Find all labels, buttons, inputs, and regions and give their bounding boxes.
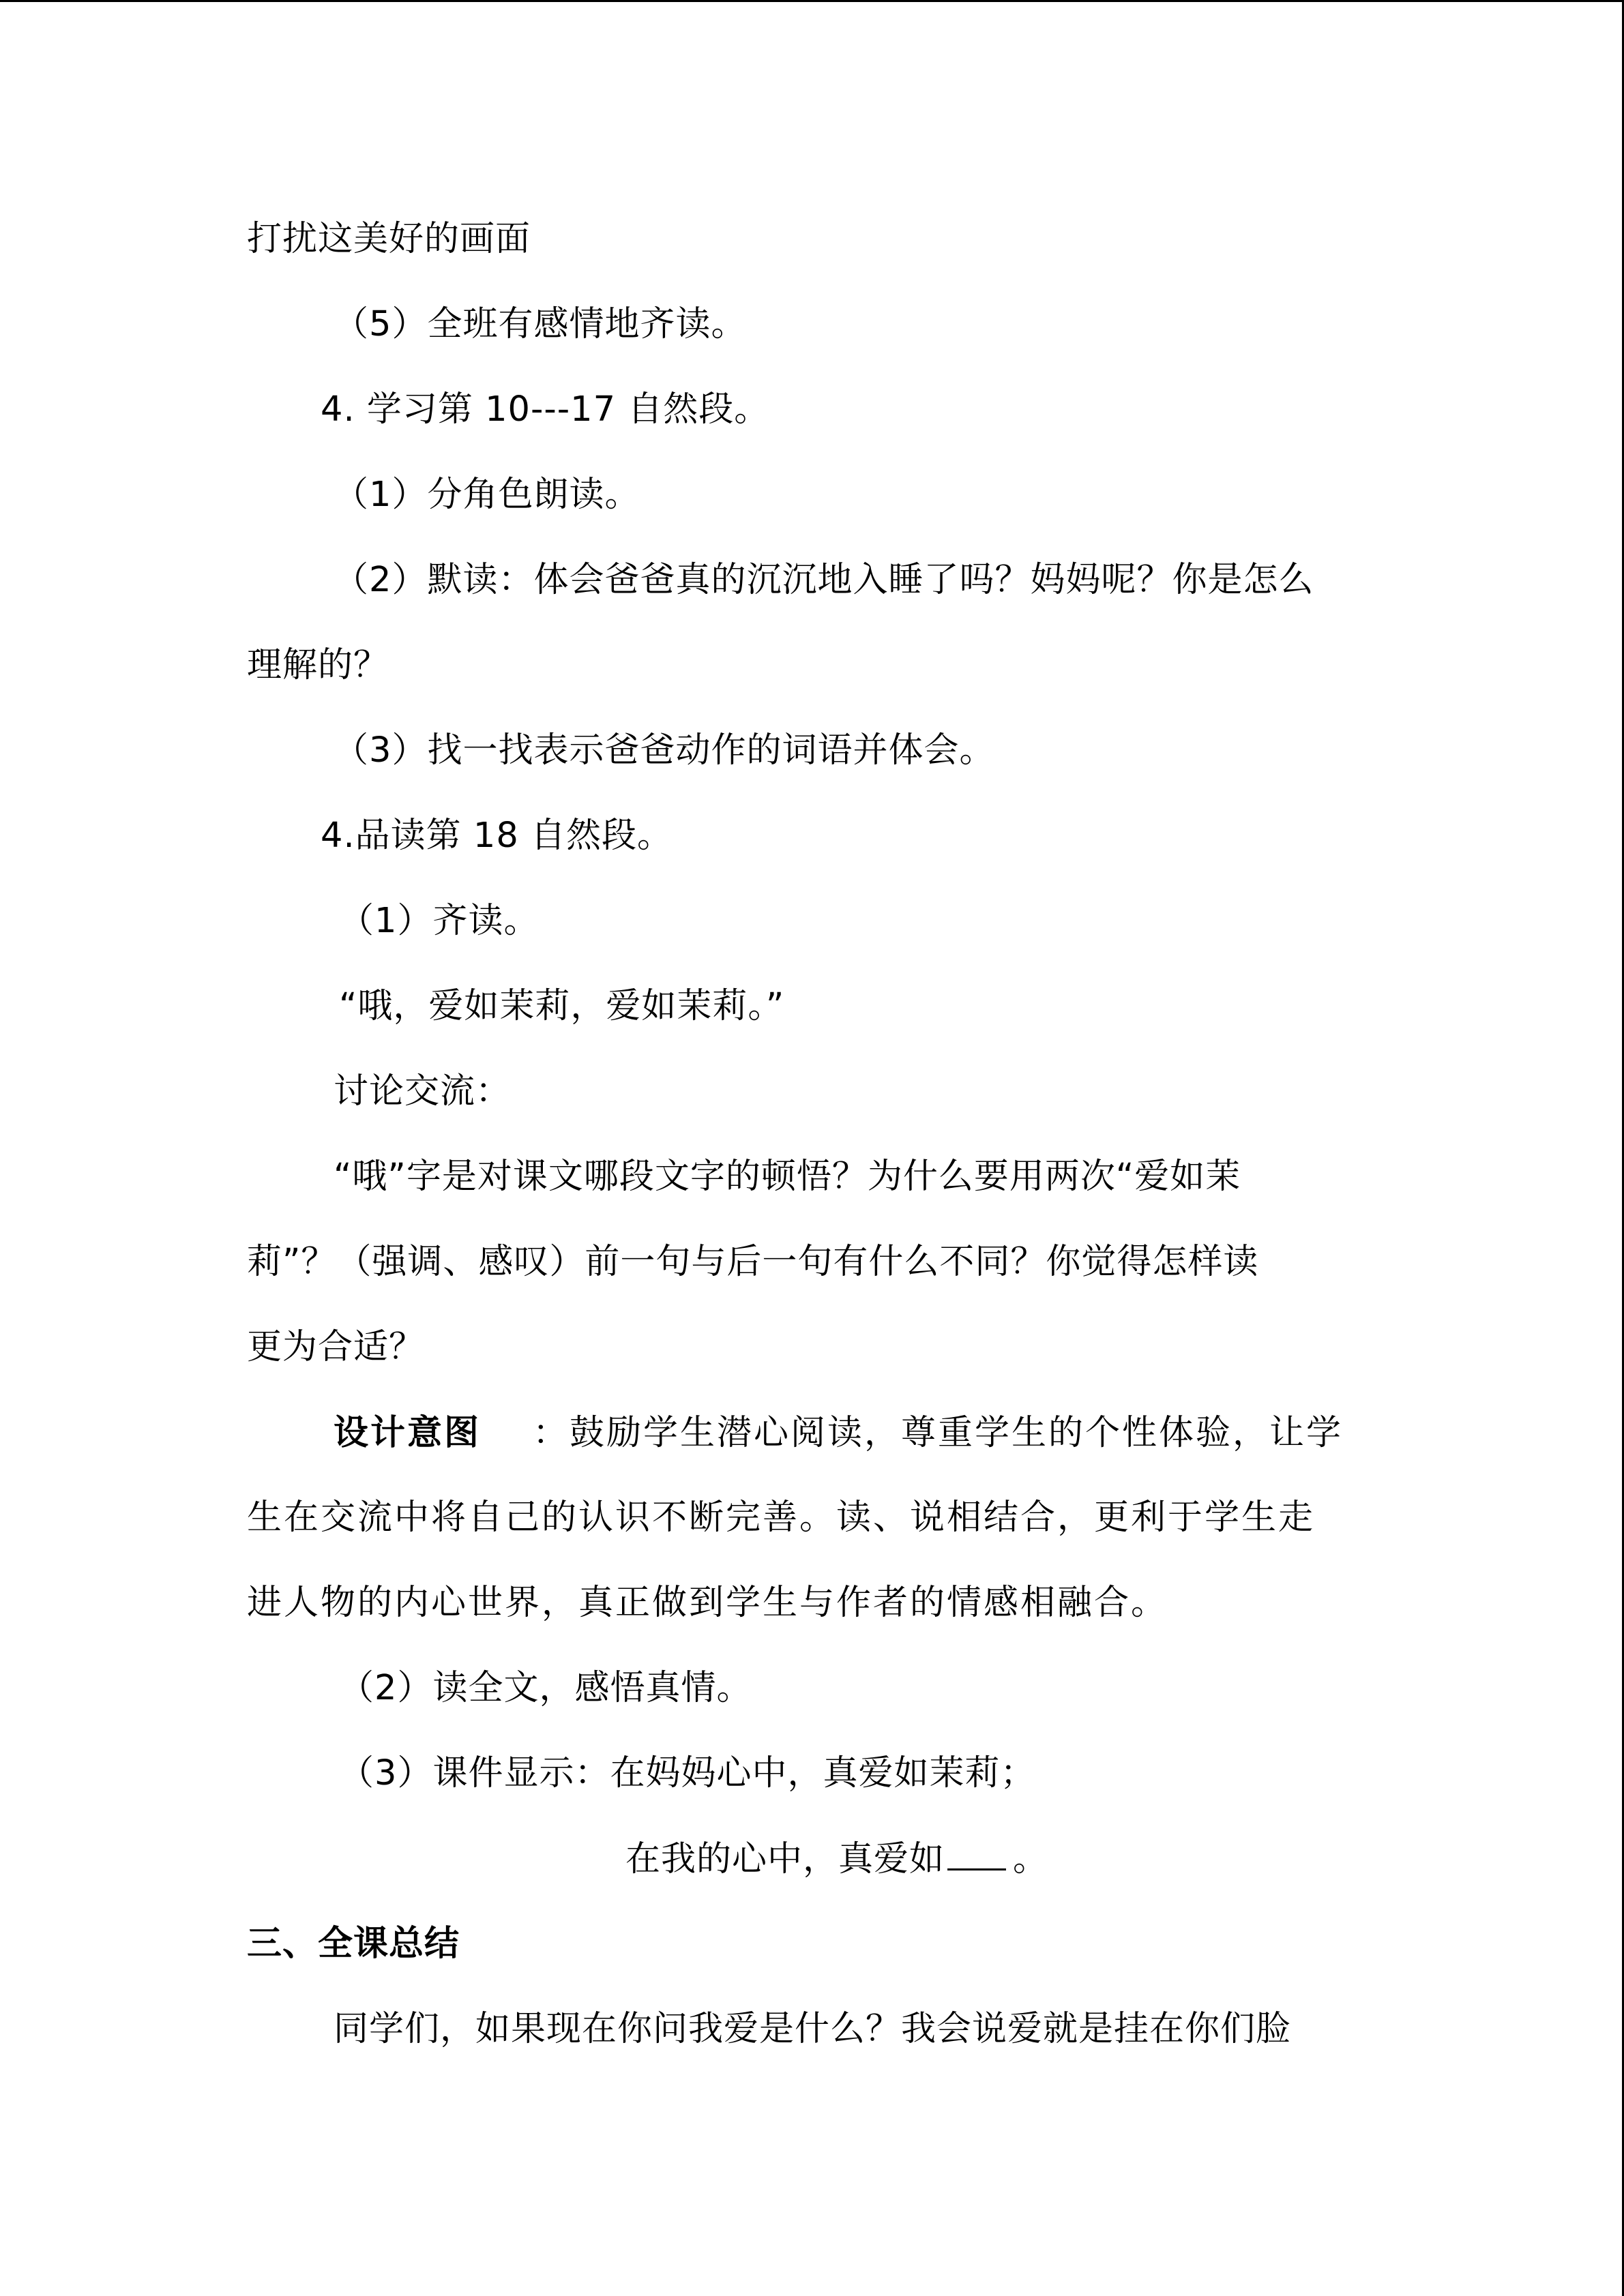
quote-line: “哦，爱如茉莉，爱如茉莉。” — [339, 986, 785, 1026]
fill-in-line — [625, 1838, 1048, 1880]
design-intent-line — [334, 1412, 1343, 1454]
text-line: （2）默读：体会爸爸真的沉沉地入睡了吗？妈妈呢？你是怎么 — [334, 560, 1314, 600]
fill-in-suffix: 。 — [1013, 1839, 1049, 1879]
text-line: 打扰这美好的画面 — [247, 219, 531, 259]
text-line: 理解的？ — [247, 645, 389, 685]
design-intent-text: ：鼓励学生潜心阅读，尊重学生的个性体验，让学 — [533, 1413, 1344, 1453]
text-line: （1）分角色朗读。 — [334, 475, 640, 515]
section-title: 三、全课总结 — [247, 1924, 460, 1964]
text-line: 讨论交流： — [334, 1071, 512, 1112]
text-line: （3）课件显示：在妈妈心中，真爱如茉莉； — [339, 1753, 1036, 1793]
text-line: 同学们，如果现在你问我爱是什么？我会说爱就是挂在你们脸 — [334, 2009, 1292, 2049]
design-intent-line: 进人物的内心世界，真正做到学生与作者的情感相融合。 — [247, 1583, 1168, 1623]
text-line: （3）找一找表示爸爸动作的词语并体会。 — [334, 730, 995, 771]
fill-in-prefix: 在我的心中，真爱如 — [625, 1839, 945, 1879]
text-line: （2）读全文，感悟真情。 — [339, 1668, 752, 1708]
text-line: 莉”？（强调、感叹）前一句与后一句有什么不同？你觉得怎样读 — [247, 1242, 1259, 1282]
design-intent-label: 设计意图 — [334, 1412, 482, 1453]
design-intent-line: 生在交流中将自己的认识不断完善。读、说相结合，更利于学生走 — [247, 1497, 1316, 1538]
fill-in-blank — [947, 1838, 1006, 1870]
section-heading: 4.品读第 18 自然段。 — [321, 816, 673, 856]
text-line: （5）全班有感情地齐读。 — [334, 304, 747, 344]
section-heading: 4. 学习第 10---17 自然段。 — [321, 389, 770, 430]
text-line: “哦”字是对课文哪段文字的顿悟？为什么要用两次“爱如茉 — [334, 1157, 1241, 1197]
text-line: （1）齐读。 — [339, 901, 540, 941]
text-line: 更为合适？ — [247, 1327, 425, 1367]
